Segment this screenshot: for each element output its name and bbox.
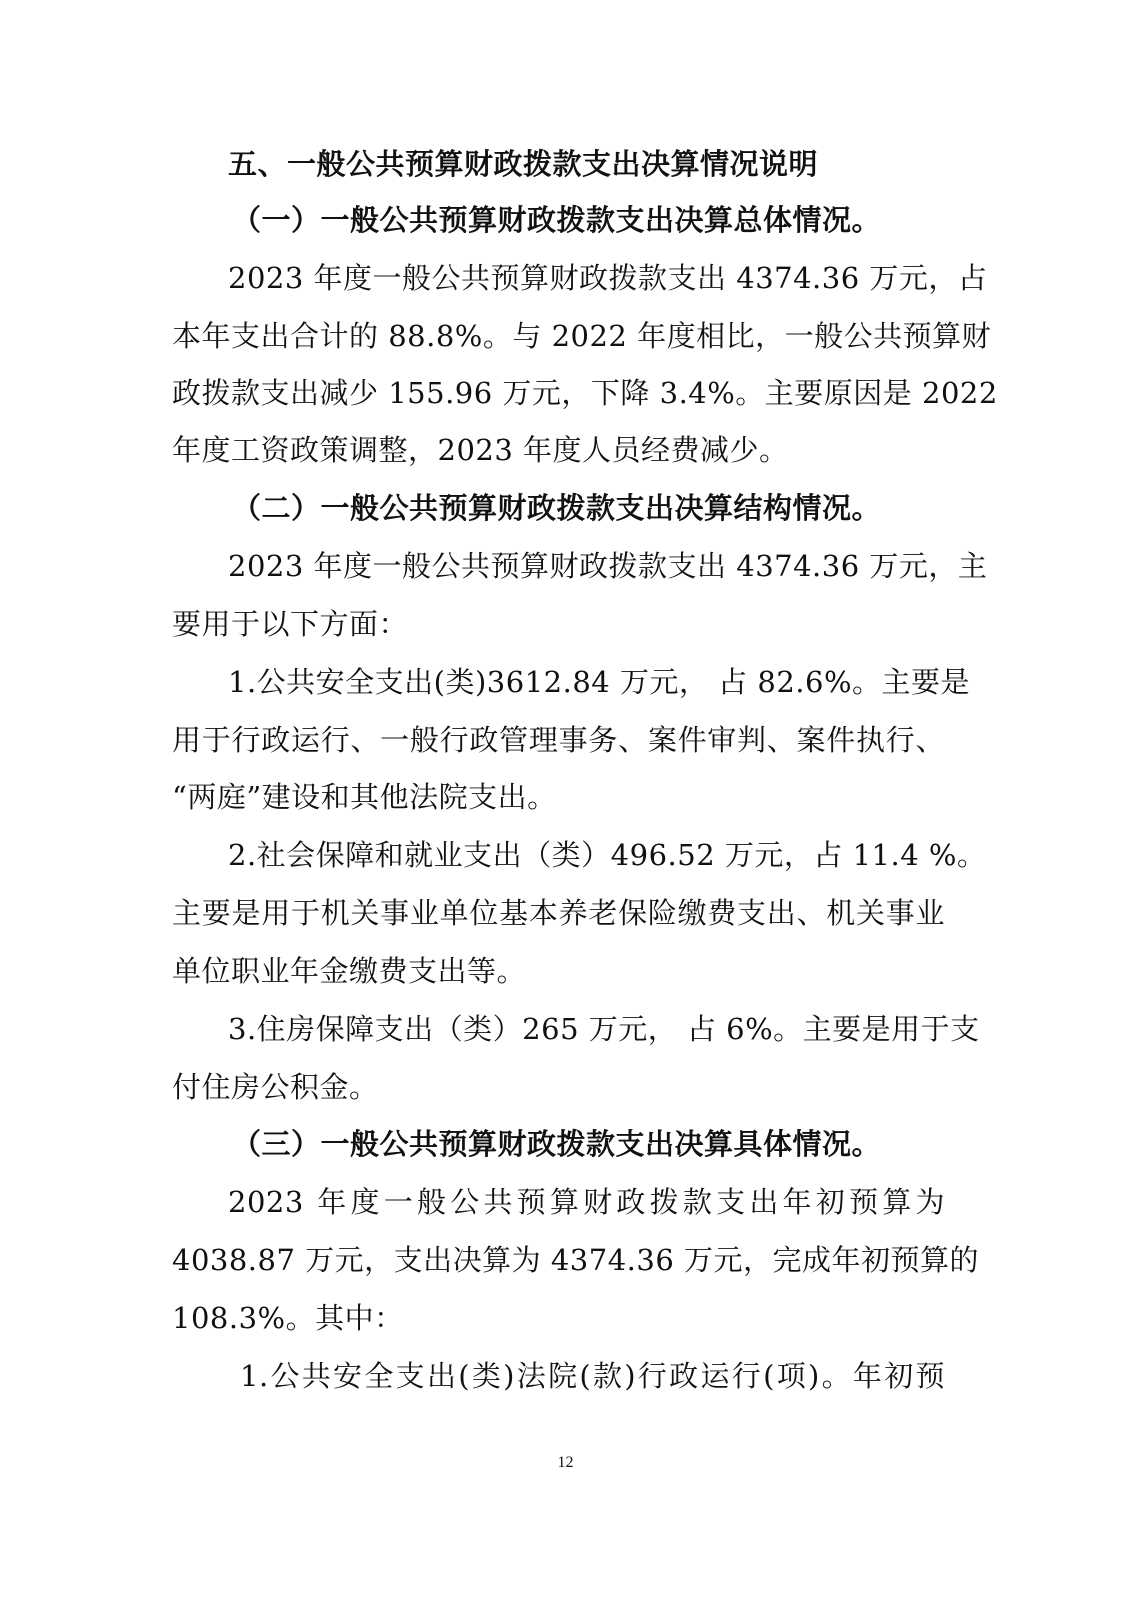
list-item-line: 单位职业年金缴费支出等。 xyxy=(172,954,527,988)
paragraph-line: 2023 年度一般公共预算财政拨款支出年初预算为 xyxy=(228,1185,945,1219)
paragraph-line: 2023 年度一般公共预算财政拨款支出 4374.36 万元，主 xyxy=(228,549,988,583)
list-item-line: 主要是用于机关事业单位基本养老保险缴费支出、机关事业 xyxy=(172,896,945,930)
paragraph-line: 4038.87 万元，支出决算为 4374.36 万元，完成年初预算的 xyxy=(172,1243,980,1277)
list-item-line: 1.公共安全支出(类)3612.84 万元， 占 82.6%。主要是 xyxy=(228,665,971,699)
subsection-heading-3: （三）一般公共预算财政拨款支出决算具体情况。 xyxy=(232,1127,882,1161)
paragraph-line: 本年支出合计的 88.8%。与 2022 年度相比，一般公共预算财 xyxy=(172,319,992,353)
list-item-line: “两庭”建设和其他法院支出。 xyxy=(172,780,557,814)
list-item-line: 1.公共安全支出(类)法院(款)行政运行(项)。年初预 xyxy=(240,1359,945,1393)
paragraph-line: 年度工资政策调整，2023 年度人员经费减少。 xyxy=(172,433,789,467)
page-number: 12 xyxy=(557,1454,574,1471)
subsection-heading-2: （二）一般公共预算财政拨款支出决算结构情况。 xyxy=(232,491,882,525)
paragraph-line: 2023 年度一般公共预算财政拨款支出 4374.36 万元，占 xyxy=(228,261,988,295)
paragraph-line: 政拨款支出减少 155.96 万元，下降 3.4%。主要原因是 2022 xyxy=(172,376,998,410)
list-item-line: 付住房公积金。 xyxy=(172,1070,379,1104)
section-heading: 五、一般公共预算财政拨款支出决算情况说明 xyxy=(228,147,819,181)
list-item-line: 3.住房保障支出（类）265 万元， 占 6%。主要是用于支 xyxy=(228,1012,980,1046)
paragraph-line: 要用于以下方面： xyxy=(172,607,409,641)
subsection-heading-1: （一）一般公共预算财政拨款支出决算总体情况。 xyxy=(232,203,882,237)
list-item-line: 用于行政运行、一般行政管理事务、案件审判、案件执行、 xyxy=(172,723,945,757)
list-item-line: 2.社会保障和就业支出（类）496.52 万元，占 11.4 %。 xyxy=(228,838,987,872)
paragraph-line: 108.3%。其中： xyxy=(172,1301,404,1335)
